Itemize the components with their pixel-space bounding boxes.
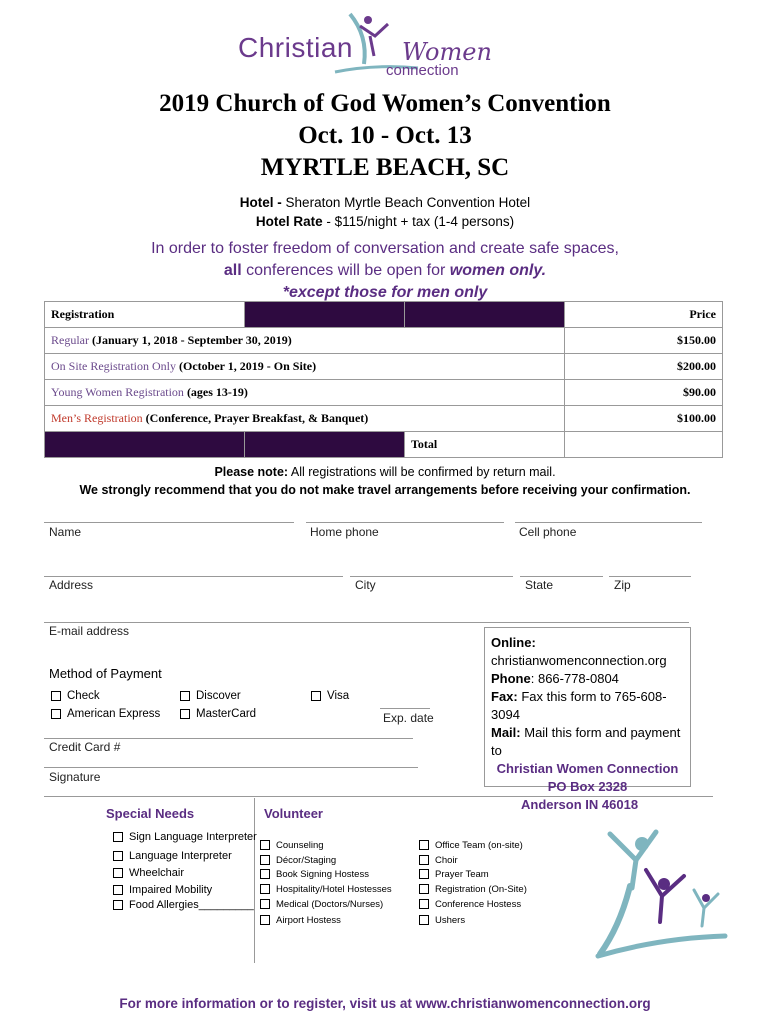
mastercard-option[interactable]: MasterCard [180, 708, 256, 720]
notice-line1: In order to foster freedom of conversation and create safe spaces, [151, 240, 619, 257]
cell-phone-field[interactable] [515, 522, 702, 523]
logo-connection: connection [386, 62, 459, 79]
volunteer-item[interactable]: Conference Hostess [419, 899, 521, 910]
state-field[interactable] [520, 576, 603, 577]
header-price: Price [565, 302, 723, 328]
zip-label: Zip [614, 578, 631, 592]
checkbox-icon[interactable] [260, 855, 270, 865]
title-line1: 2019 Church of God Women’s Convention [159, 90, 611, 117]
table-row[interactable] [45, 328, 723, 354]
hotel-value: Sheraton Myrtle Beach Convention Hotel [285, 195, 531, 210]
checkbox-icon[interactable] [113, 832, 123, 842]
home-phone-label: Home phone [310, 525, 379, 539]
volunteer-item[interactable]: Book Signing Hostess [260, 869, 369, 880]
checkbox-icon[interactable] [419, 915, 429, 925]
table-row[interactable] [45, 380, 723, 406]
amex-option[interactable]: American Express [51, 708, 160, 720]
exp-date-field[interactable] [380, 708, 430, 709]
header-dark-cell [405, 302, 565, 328]
special-need-item[interactable]: Language Interpreter [113, 850, 232, 862]
row-label: Young Women Registration (ages 13-19) [45, 380, 565, 406]
checkbox-icon[interactable] [260, 840, 270, 850]
checkbox-icon[interactable] [419, 899, 429, 909]
name-label: Name [49, 525, 82, 539]
home-phone-field[interactable] [306, 522, 504, 523]
volunteer-item[interactable]: Ushers [419, 915, 465, 926]
checkbox-icon[interactable] [419, 884, 429, 894]
address-label: Address [49, 578, 94, 592]
email-label: E-mail address [49, 624, 130, 638]
online-label: Online: [491, 635, 536, 650]
contact-box [484, 627, 691, 812]
note-line2: We strongly recommend that you do not make travel arrangements before receiving your confirmation. [79, 483, 691, 497]
dancing-women-icon [590, 826, 730, 961]
volunteer-item[interactable]: Airport Hostess [260, 915, 341, 926]
checkbox-icon[interactable] [260, 899, 270, 909]
checkbox-icon[interactable] [419, 869, 429, 879]
name-field[interactable] [44, 522, 294, 523]
table-row[interactable] [45, 354, 723, 380]
row-label: Regular (January 1, 2018 - September 30, 2019) [45, 328, 565, 354]
table-header-row [45, 302, 723, 328]
row-price: $100.00 [565, 406, 723, 432]
fax-label: Fax: [491, 689, 518, 704]
special-needs-title: Special Needs [106, 806, 195, 821]
notice-line3: *except those for men only [282, 284, 488, 301]
credit-card-field[interactable] [44, 738, 413, 739]
fax-value: Fax this form to 765-608-3094 [491, 689, 667, 722]
checkbox-icon[interactable] [260, 869, 270, 879]
note-line1 [0, 465, 770, 479]
total-dark-cell [45, 432, 245, 458]
title-line3: MYRTLE BEACH, SC [260, 154, 510, 181]
notice-women-only: women only. [449, 262, 547, 279]
total-label: Total [405, 432, 565, 458]
checkbox-icon[interactable] [51, 691, 61, 701]
notice-line2 [0, 262, 770, 280]
visa-option[interactable]: Visa [311, 690, 349, 702]
row-label: Men’s Registration (Conference, Prayer Breakfast, & Banquet) [45, 406, 565, 432]
special-need-item[interactable]: Food Allergies_________ [113, 899, 254, 911]
notice-all: all [223, 262, 242, 279]
mail-value: Mail this form and payment to [491, 725, 681, 758]
signature-label: Signature [49, 770, 101, 784]
volunteer-item[interactable]: Décor/Staging [260, 855, 336, 866]
rate-label: Hotel Rate [255, 214, 323, 229]
rate-value: - $115/night + tax (1-4 persons) [322, 214, 515, 229]
city-label: City [355, 578, 376, 592]
registration-table [44, 301, 723, 458]
signature-field[interactable] [44, 767, 418, 768]
table-total-row [45, 432, 723, 458]
mail-label: Mail: [491, 725, 521, 740]
zip-field[interactable] [609, 576, 691, 577]
contact-city: Anderson IN 46018 [521, 797, 639, 812]
header-registration: Registration [45, 302, 245, 328]
total-dark-cell [245, 432, 405, 458]
city-field[interactable] [350, 576, 513, 577]
method-of-payment-label: Method of Payment [49, 666, 162, 681]
notice-mid: conferences will be open for [241, 262, 450, 279]
volunteer-title: Volunteer [264, 806, 323, 821]
phone-label: Phone [491, 671, 531, 686]
row-price: $150.00 [565, 328, 723, 354]
header-dark-cell [245, 302, 405, 328]
exp-date-label: Exp. date [383, 711, 434, 725]
volunteer-item[interactable]: Office Team (on-site) [419, 840, 523, 851]
volunteer-item[interactable]: Counseling [260, 840, 324, 851]
state-label: State [525, 578, 554, 592]
cell-phone-label: Cell phone [519, 525, 577, 539]
volunteer-item[interactable]: Hospitality/Hotel Hostesses [260, 884, 392, 895]
checkbox-icon[interactable] [113, 851, 123, 861]
checkbox-icon[interactable] [260, 915, 270, 925]
checkbox-icon[interactable] [113, 868, 123, 878]
checkbox-icon[interactable] [311, 691, 321, 701]
table-row[interactable] [45, 406, 723, 432]
check-option[interactable]: Check [51, 690, 100, 702]
checkbox-icon[interactable] [419, 840, 429, 850]
discover-option[interactable]: Discover [180, 690, 241, 702]
title-line2: Oct. 10 - Oct. 13 [298, 122, 472, 149]
volunteer-item[interactable]: Prayer Team [419, 869, 489, 880]
volunteer-item[interactable]: Registration (On-Site) [419, 884, 527, 895]
contact-org: Christian Women Connection [496, 761, 679, 776]
total-value-field[interactable] [565, 432, 723, 458]
checkbox-icon[interactable] [113, 900, 123, 910]
checkbox-icon[interactable] [51, 709, 61, 719]
email-field[interactable] [44, 622, 689, 623]
checkbox-icon[interactable] [180, 709, 190, 719]
row-price: $90.00 [565, 380, 723, 406]
logo-christian: Christian [238, 32, 353, 63]
row-price: $200.00 [565, 354, 723, 380]
note-label: Please note: [214, 465, 289, 479]
hotel-label: Hotel - [239, 195, 286, 210]
special-need-item[interactable]: Impaired Mobility [113, 884, 212, 896]
online-value[interactable]: christianwomenconnection.org [491, 653, 667, 668]
column-divider [254, 798, 255, 963]
row-label: On Site Registration Only (October 1, 2019 - On Site) [45, 354, 565, 380]
special-need-item[interactable]: Wheelchair [113, 867, 184, 879]
credit-card-label: Credit Card # [49, 740, 121, 754]
footer-text: For more information or to register, visit us at www.christianwomenconnection.org [119, 996, 651, 1011]
volunteer-item[interactable]: Choir [419, 855, 458, 866]
note-text: All registrations will be confirmed by return mail. [288, 465, 556, 479]
checkbox-icon[interactable] [180, 691, 190, 701]
volunteer-item[interactable]: Medical (Doctors/Nurses) [260, 899, 383, 910]
contact-po: PO Box 2328 [547, 779, 628, 794]
hotel-line [0, 195, 770, 210]
hotel-rate-line [0, 214, 770, 229]
section-divider [44, 796, 713, 797]
checkbox-icon[interactable] [419, 855, 429, 865]
logo-women: Women [402, 38, 492, 66]
checkbox-icon[interactable] [113, 885, 123, 895]
phone-value: : 866-778-0804 [530, 671, 619, 686]
special-need-item[interactable]: Sign Language Interpreter [113, 831, 257, 843]
address-field[interactable] [44, 576, 343, 577]
checkbox-icon[interactable] [260, 884, 270, 894]
